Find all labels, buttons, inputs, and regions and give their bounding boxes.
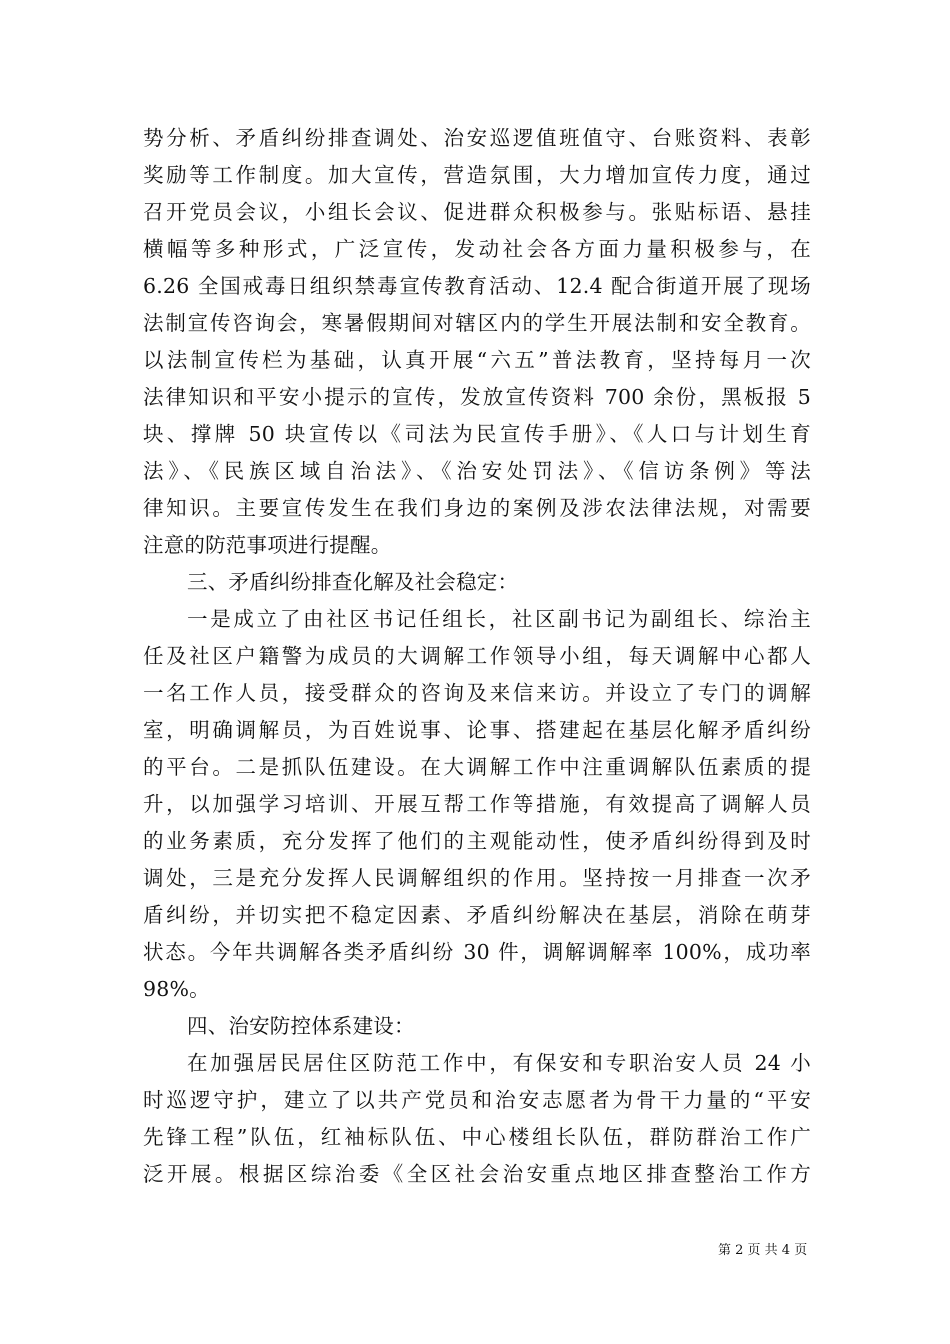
text-line: 律知识。主要宣传发生在我们身边的案例及涉农法律法规，对需要: [143, 496, 811, 520]
document-body: [143, 120, 811, 1193]
section-heading: 三、矛盾纠纷排查化解及社会稳定：: [187, 570, 519, 594]
text-line: 一名工作人员，接受群众的咨询及来信来访。并设立了专门的调解: [143, 681, 811, 705]
text-line: 法》、《民族区域自治法》、《治安处罚法》、《信访条例》等法: [143, 459, 811, 483]
text-line: 状态。今年共调解各类矛盾纠纷 30 件，调解调解率 100%，成功率: [143, 940, 811, 964]
text-line: 横幅等多种形式，广泛宣传，发动社会各方面力量积极参与，在: [143, 237, 811, 261]
text-line: 法律知识和平安小提示的宣传，发放宣传资料 700 余份，黑板报 5: [143, 385, 811, 409]
text-line: 在加强居民居住区防范工作中，有保安和专职治安人员 24 小: [187, 1051, 811, 1075]
text-line: 6.26 全国戒毒日组织禁毒宣传教育活动、12.4 配合街道开展了现场: [143, 274, 811, 298]
text-line: 泛开展。根据区综治委《全区社会治安重点地区排查整治工作方: [143, 1162, 811, 1186]
text-line: 98%。: [143, 977, 210, 1001]
text-line: 奖励等工作制度。加大宣传，营造氛围，大力增加宣传力度，通过: [143, 163, 811, 187]
text-line: 时巡逻守护，建立了以共产党员和治安志愿者为骨干力量的“平安: [143, 1088, 811, 1112]
text-line: 块、撑牌 50 块宣传以《司法为民宣传手册》、《人口与计划生育: [143, 422, 811, 446]
text-line: 调处，三是充分发挥人民调解组织的作用。坚持按一月排查一次矛: [143, 866, 811, 890]
text-line: 一是成立了由社区书记任组长，社区副书记为副组长、综治主: [187, 607, 811, 631]
text-line: 召开党员会议，小组长会议、促进群众积极参与。张贴标语、悬挂: [143, 200, 811, 224]
text-line: 室，明确调解员，为百姓说事、论事、搭建起在基层化解矛盾纠纷: [143, 718, 811, 742]
text-line: 注意的防范事项进行提醒。: [143, 533, 392, 557]
page-footer: 第 2 页 共 4 页: [718, 1243, 808, 1258]
text-line: 法制宣传咨询会，寒暑假期间对辖区内的学生开展法制和安全教育。: [143, 311, 811, 335]
text-line: 先锋工程”队伍，红袖标队伍、中心楼组长队伍，群防群治工作广: [143, 1125, 811, 1149]
text-line: 势分析、矛盾纠纷排查调处、治安巡逻值班值守、台账资料、表彰: [143, 126, 811, 150]
text-line: 升，以加强学习培训、开展互帮工作等措施，有效提高了调解人员: [143, 792, 811, 816]
text-line: 盾纠纷，并切实把不稳定因素、矛盾纠纷解决在基层，消除在萌芽: [143, 903, 811, 927]
section-heading: 四、治安防控体系建设：: [187, 1014, 415, 1038]
text-line: 的业务素质，充分发挥了他们的主观能动性，使矛盾纠纷得到及时: [143, 829, 811, 853]
text-line: 的平台。二是抓队伍建设。在大调解工作中注重调解队伍素质的提: [143, 755, 811, 779]
text-line: 任及社区户籍警为成员的大调解工作领导小组，每天调解中心都人: [143, 644, 811, 668]
text-line: 以法制宣传栏为基础，认真开展“六五”普法教育，坚持每月一次: [143, 348, 811, 372]
